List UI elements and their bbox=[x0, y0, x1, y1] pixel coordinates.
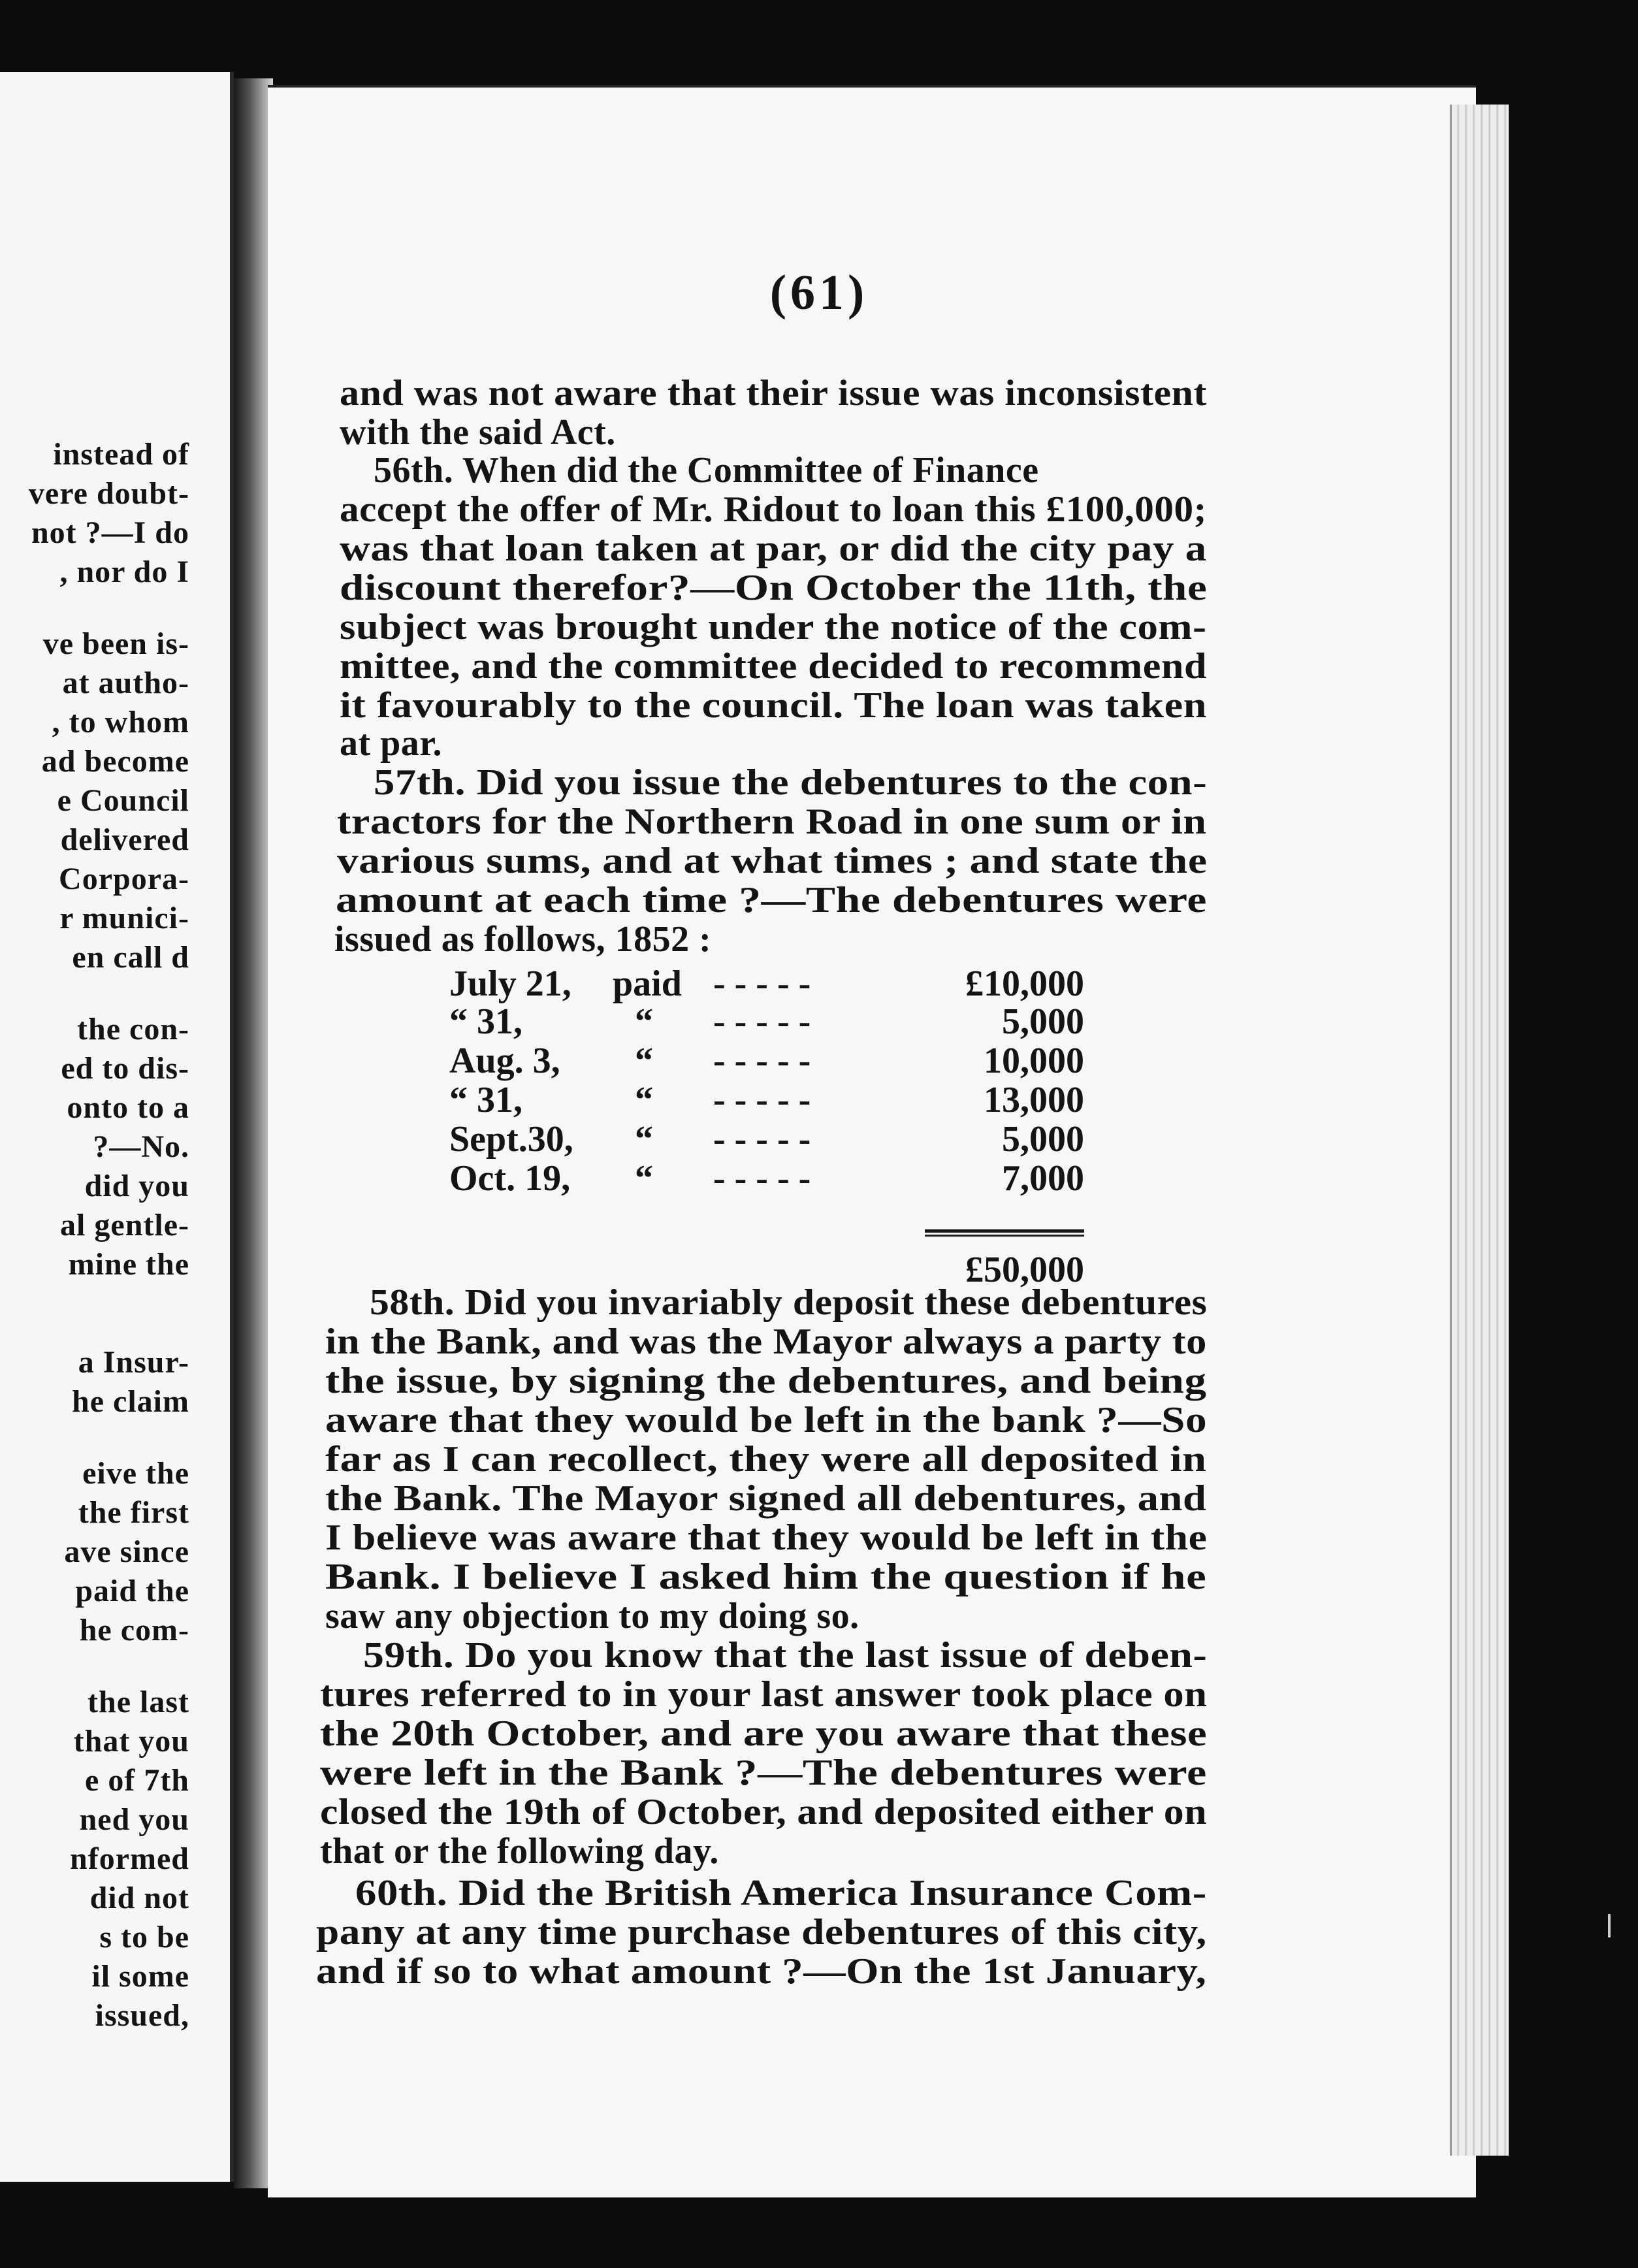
scan-background bbox=[1509, 0, 1638, 2268]
left-fragment: vere doubt- bbox=[28, 476, 189, 511]
left-fragment: il some bbox=[91, 1959, 189, 1994]
text-line: 59th. Do you know that the last issue of deben- bbox=[363, 1635, 1208, 1676]
text-line: mittee, and the committee decided to recommend bbox=[340, 646, 1208, 687]
left-fragment: ave since bbox=[64, 1534, 189, 1569]
page-edges bbox=[1450, 105, 1511, 2156]
text-line: accept the offer of Mr. Ridout to loan this £100,000; bbox=[340, 489, 1207, 530]
left-fragment: the first bbox=[78, 1495, 189, 1530]
text-line: at par. bbox=[340, 723, 443, 764]
left-fragment: en call d bbox=[72, 940, 189, 975]
text-line: the 20th October, and are you aware that these bbox=[320, 1713, 1208, 1754]
table-amount: 7,000 bbox=[1002, 1158, 1084, 1199]
total-rule bbox=[925, 1229, 1084, 1233]
text-line: I believe was aware that they would be left in the bbox=[325, 1517, 1208, 1558]
text-line: and was not aware that their issue was inconsistent bbox=[340, 373, 1208, 413]
table-label: “ bbox=[635, 1119, 653, 1159]
left-fragment: a Insur- bbox=[78, 1345, 189, 1380]
text-line: saw any objection to my doing so. bbox=[325, 1596, 859, 1636]
scan-mark bbox=[1608, 1914, 1611, 1937]
table-amount: £10,000 bbox=[965, 964, 1084, 1004]
text-line: amount at each time ?—The debentures were bbox=[336, 880, 1208, 920]
table-label: “ bbox=[635, 1001, 653, 1042]
left-fragment: e Council bbox=[57, 783, 189, 818]
left-fragment: ned you bbox=[79, 1802, 189, 1837]
left-fragment: issued, bbox=[95, 1998, 189, 2033]
left-fragment: at autho- bbox=[62, 666, 189, 700]
left-fragment: the last bbox=[88, 1685, 189, 1719]
text-line: with the said Act. bbox=[340, 412, 616, 453]
text-line: discount therefor?—On October the 11th, the bbox=[340, 568, 1208, 608]
text-line: the issue, by signing the debentures, and being bbox=[325, 1361, 1207, 1401]
left-fragment: ve been is- bbox=[42, 626, 189, 661]
table-dots: - - - - - bbox=[713, 964, 811, 1004]
text-line: 60th. Did the British America Insurance Com- bbox=[355, 1873, 1207, 1913]
left-fragment: Corpora- bbox=[59, 862, 189, 896]
table-dots: - - - - - bbox=[713, 1001, 811, 1042]
left-fragment: did not bbox=[89, 1881, 189, 1915]
left-fragment: , to whom bbox=[52, 705, 189, 739]
table-label: “ bbox=[635, 1041, 653, 1081]
text-line: issued as follows, 1852 : bbox=[334, 919, 712, 960]
page-number: (61) bbox=[769, 265, 869, 320]
left-fragment: eive the bbox=[82, 1456, 189, 1491]
text-line: and if so to what amount ?—On the 1st January, bbox=[316, 1951, 1207, 1992]
table-date: Oct. 19, bbox=[449, 1158, 571, 1199]
left-fragment: s to be bbox=[99, 1920, 189, 1954]
left-fragment: he claim bbox=[72, 1384, 189, 1419]
table-dots: - - - - - bbox=[713, 1080, 811, 1120]
left-fragment: the con- bbox=[77, 1012, 189, 1046]
table-date: July 21, bbox=[449, 964, 571, 1004]
text-line: 56th. When did the Committee of Finance bbox=[374, 450, 1039, 491]
left-fragment: paid the bbox=[75, 1574, 189, 1608]
table-dots: - - - - - bbox=[713, 1158, 811, 1199]
left-fragment: e of 7th bbox=[85, 1763, 189, 1798]
text-line: far as I can recollect, they were all deposited in bbox=[325, 1439, 1207, 1480]
table-date: “ 31, bbox=[449, 1001, 522, 1042]
left-fragment: nformed bbox=[70, 1841, 189, 1876]
table-amount: 5,000 bbox=[1002, 1001, 1084, 1042]
table-date: Sept.30, bbox=[449, 1119, 573, 1159]
left-fragment: not ?—I do bbox=[31, 515, 189, 550]
table-label: “ bbox=[635, 1080, 653, 1120]
text-line: it favourably to the council. The loan was taken bbox=[340, 685, 1208, 726]
table-amount: 10,000 bbox=[984, 1041, 1084, 1081]
left-fragment: did you bbox=[84, 1169, 189, 1203]
text-line: in the Bank, and was the Mayor always a party to bbox=[325, 1321, 1207, 1362]
book-gutter bbox=[234, 78, 273, 2188]
left-fragment: al gentle- bbox=[60, 1208, 189, 1242]
left-fragment: delivered bbox=[60, 822, 189, 857]
text-line: aware that they would be left in the bank ?—So bbox=[325, 1400, 1208, 1440]
left-fragment: ?—No. bbox=[93, 1129, 189, 1164]
text-line: various sums, and at what times ; and state the bbox=[337, 841, 1208, 881]
table-amount: 5,000 bbox=[1002, 1119, 1084, 1159]
text-line: the Bank. The Mayor signed all debentures, and bbox=[325, 1478, 1207, 1519]
left-fragment: that you bbox=[73, 1724, 189, 1758]
left-fragment: r munici- bbox=[59, 901, 189, 935]
table-label: “ bbox=[635, 1158, 653, 1199]
left-fragment: mine the bbox=[68, 1247, 189, 1282]
left-fragment: ed to dis- bbox=[61, 1051, 189, 1086]
table-dots: - - - - - bbox=[713, 1119, 811, 1159]
text-line: Bank. I believe I asked him the question if he bbox=[325, 1557, 1207, 1597]
table-date: “ 31, bbox=[449, 1080, 522, 1120]
table-dots: - - - - - bbox=[713, 1041, 811, 1081]
text-line: closed the 19th of October, and deposited either on bbox=[320, 1792, 1208, 1832]
text-line: that or the following day. bbox=[320, 1831, 719, 1871]
left-fragment: onto to a bbox=[67, 1090, 189, 1125]
table-total: £50,000 bbox=[965, 1250, 1084, 1290]
text-line: pany at any time purchase debentures of this city, bbox=[316, 1912, 1207, 1952]
table-amount: 13,000 bbox=[984, 1080, 1084, 1120]
total-rule bbox=[925, 1235, 1084, 1237]
table-label: paid bbox=[613, 964, 682, 1004]
text-line: 58th. Did you invariably deposit these debentures bbox=[370, 1282, 1208, 1323]
text-line: was that loan taken at par, or did the city pay a bbox=[340, 528, 1207, 569]
text-line: tractors for the Northern Road in one sum or in bbox=[337, 802, 1207, 842]
text-line: were left in the Bank ?—The debentures were bbox=[320, 1753, 1207, 1793]
left-fragment: instead of bbox=[53, 437, 189, 472]
text-line: 57th. Did you issue the debentures to the con- bbox=[374, 762, 1208, 803]
text-line: tures referred to in your last answer took place on bbox=[320, 1674, 1208, 1715]
left-fragment: , nor do I bbox=[59, 555, 189, 589]
left-fragment: he com- bbox=[79, 1613, 189, 1647]
left-fragment: ad become bbox=[41, 744, 189, 779]
left-facing-page bbox=[0, 72, 234, 2182]
table-date: Aug. 3, bbox=[449, 1041, 560, 1081]
text-line: subject was brought under the notice of the com- bbox=[340, 607, 1207, 647]
